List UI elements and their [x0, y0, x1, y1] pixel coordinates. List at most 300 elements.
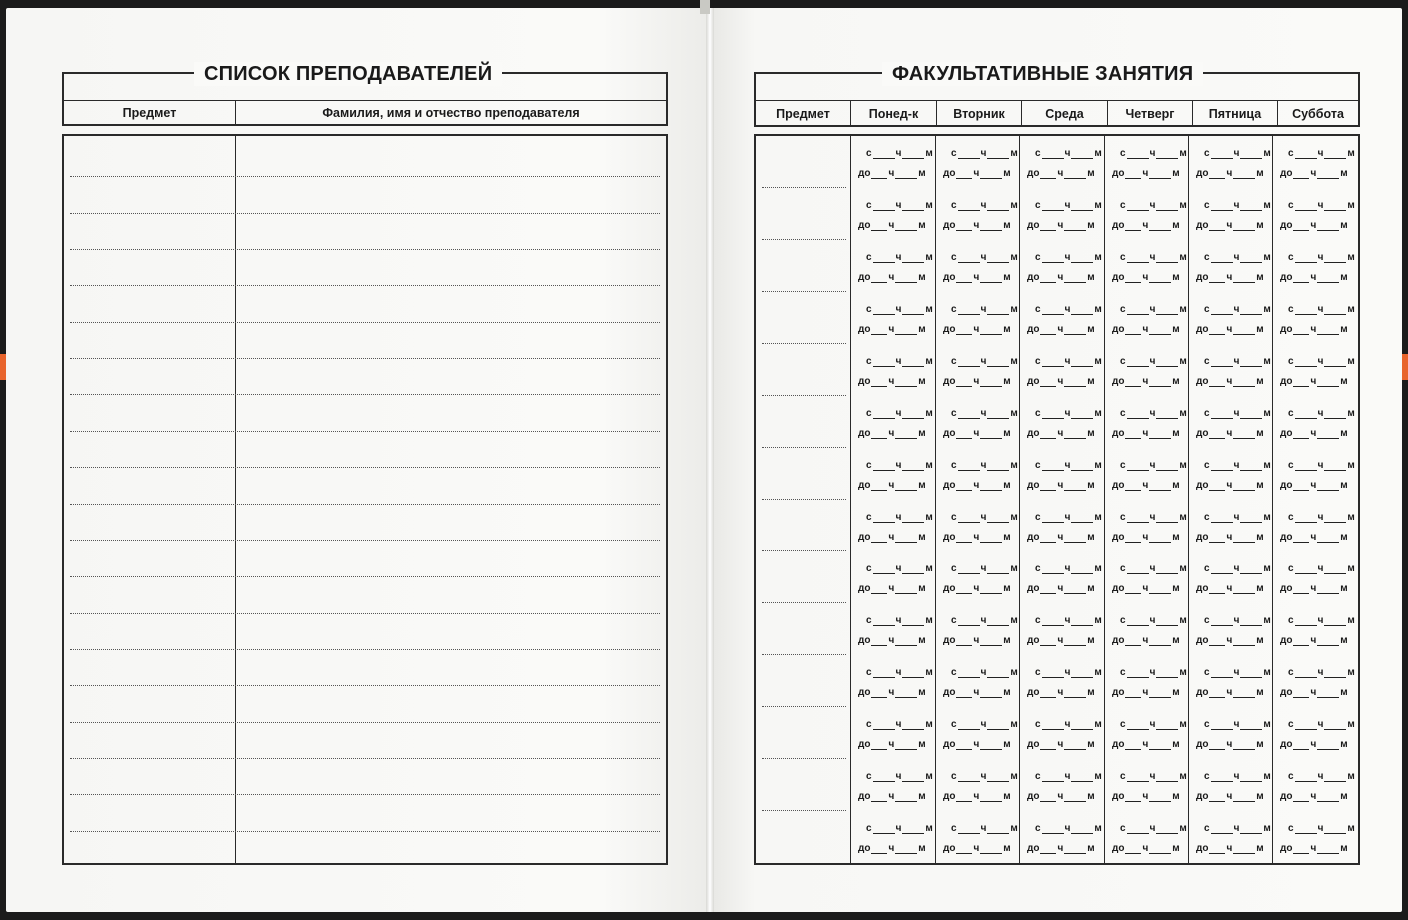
minutes-blank[interactable]	[987, 825, 1009, 834]
hours-blank[interactable]	[1040, 482, 1056, 491]
hours-blank[interactable]	[1295, 773, 1317, 782]
time-from-field[interactable]	[866, 718, 933, 730]
minutes-blank[interactable]	[1064, 274, 1086, 283]
hours-blank[interactable]	[1211, 721, 1233, 730]
hours-blank[interactable]	[871, 585, 887, 594]
time-from-field[interactable]	[1035, 666, 1102, 678]
minutes-blank[interactable]	[1064, 741, 1086, 750]
minutes-blank[interactable]	[1240, 514, 1262, 523]
hours-blank[interactable]	[958, 617, 980, 626]
minutes-blank[interactable]	[1324, 150, 1346, 159]
time-to-field[interactable]	[1196, 790, 1264, 802]
time-to-field[interactable]	[1112, 634, 1180, 646]
time-to-field[interactable]	[858, 842, 926, 854]
hours-blank[interactable]	[1042, 721, 1064, 730]
time-to-field[interactable]	[1027, 271, 1095, 283]
time-to-field[interactable]	[943, 531, 1011, 543]
writing-line[interactable]	[70, 213, 660, 214]
time-from-field[interactable]	[951, 822, 1018, 834]
hours-blank[interactable]	[1040, 274, 1056, 283]
hours-blank[interactable]	[1209, 845, 1225, 854]
time-to-field[interactable]	[943, 271, 1011, 283]
time-to-field[interactable]	[1280, 582, 1348, 594]
minutes-blank[interactable]	[1149, 274, 1171, 283]
minutes-blank[interactable]	[980, 170, 1002, 179]
minutes-blank[interactable]	[1233, 793, 1255, 802]
time-to-field[interactable]	[1280, 738, 1348, 750]
minutes-blank[interactable]	[1156, 410, 1178, 419]
hours-blank[interactable]	[1293, 534, 1309, 543]
minutes-blank[interactable]	[1317, 637, 1339, 646]
hours-blank[interactable]	[871, 170, 887, 179]
hours-blank[interactable]	[873, 358, 895, 367]
hours-blank[interactable]	[1293, 222, 1309, 231]
hours-blank[interactable]	[1211, 358, 1233, 367]
time-from-field[interactable]	[1035, 822, 1102, 834]
time-from-field[interactable]	[866, 770, 933, 782]
time-to-field[interactable]	[1196, 375, 1264, 387]
time-to-field[interactable]	[1280, 271, 1348, 283]
hours-blank[interactable]	[1042, 202, 1064, 211]
minutes-blank[interactable]	[987, 150, 1009, 159]
hours-blank[interactable]	[1127, 669, 1149, 678]
minutes-blank[interactable]	[1324, 410, 1346, 419]
hours-blank[interactable]	[873, 565, 895, 574]
hours-blank[interactable]	[1209, 378, 1225, 387]
minutes-blank[interactable]	[980, 482, 1002, 491]
time-from-field[interactable]	[1035, 251, 1102, 263]
hours-blank[interactable]	[1042, 825, 1064, 834]
hours-blank[interactable]	[1040, 585, 1056, 594]
hours-blank[interactable]	[1040, 637, 1056, 646]
minutes-blank[interactable]	[895, 482, 917, 491]
time-from-field[interactable]	[1288, 562, 1355, 574]
writing-line[interactable]	[70, 685, 660, 686]
time-from-field[interactable]	[951, 718, 1018, 730]
hours-blank[interactable]	[1293, 637, 1309, 646]
minutes-blank[interactable]	[1156, 721, 1178, 730]
writing-line[interactable]	[70, 467, 660, 468]
minutes-blank[interactable]	[902, 669, 924, 678]
writing-line[interactable]	[70, 613, 660, 614]
time-from-field[interactable]	[1120, 147, 1187, 159]
writing-line[interactable]	[70, 249, 660, 250]
writing-line[interactable]	[70, 394, 660, 395]
hours-blank[interactable]	[1211, 306, 1233, 315]
minutes-blank[interactable]	[1064, 585, 1086, 594]
minutes-blank[interactable]	[1317, 170, 1339, 179]
time-from-field[interactable]	[866, 407, 933, 419]
time-to-field[interactable]	[943, 167, 1011, 179]
hours-blank[interactable]	[956, 793, 972, 802]
time-to-field[interactable]	[1196, 582, 1264, 594]
time-to-field[interactable]	[858, 686, 926, 698]
hours-blank[interactable]	[1125, 378, 1141, 387]
time-from-field[interactable]	[951, 562, 1018, 574]
hours-blank[interactable]	[958, 565, 980, 574]
minutes-blank[interactable]	[1324, 669, 1346, 678]
hours-blank[interactable]	[873, 202, 895, 211]
minutes-blank[interactable]	[1317, 378, 1339, 387]
time-to-field[interactable]	[943, 219, 1011, 231]
hours-blank[interactable]	[1125, 845, 1141, 854]
writing-line[interactable]	[70, 285, 660, 286]
time-to-field[interactable]	[1112, 167, 1180, 179]
hours-blank[interactable]	[1295, 150, 1317, 159]
hours-blank[interactable]	[1040, 845, 1056, 854]
minutes-blank[interactable]	[895, 326, 917, 335]
minutes-blank[interactable]	[1317, 845, 1339, 854]
time-from-field[interactable]	[951, 303, 1018, 315]
minutes-blank[interactable]	[902, 721, 924, 730]
hours-blank[interactable]	[1209, 482, 1225, 491]
minutes-blank[interactable]	[1240, 669, 1262, 678]
hours-blank[interactable]	[1211, 462, 1233, 471]
minutes-blank[interactable]	[980, 793, 1002, 802]
hours-blank[interactable]	[1040, 170, 1056, 179]
hours-blank[interactable]	[1042, 306, 1064, 315]
time-from-field[interactable]	[1035, 770, 1102, 782]
hours-blank[interactable]	[1040, 793, 1056, 802]
time-from-field[interactable]	[1204, 147, 1271, 159]
minutes-blank[interactable]	[1317, 741, 1339, 750]
minutes-blank[interactable]	[1233, 378, 1255, 387]
hours-blank[interactable]	[1293, 482, 1309, 491]
minutes-blank[interactable]	[1149, 170, 1171, 179]
time-from-field[interactable]	[951, 355, 1018, 367]
hours-blank[interactable]	[956, 274, 972, 283]
time-from-field[interactable]	[1035, 718, 1102, 730]
subject-writing-line[interactable]	[762, 550, 846, 551]
time-from-field[interactable]	[1120, 355, 1187, 367]
hours-blank[interactable]	[1042, 565, 1064, 574]
subject-writing-line[interactable]	[762, 187, 846, 188]
hours-blank[interactable]	[1293, 274, 1309, 283]
minutes-blank[interactable]	[902, 358, 924, 367]
minutes-blank[interactable]	[1240, 306, 1262, 315]
time-from-field[interactable]	[1288, 459, 1355, 471]
minutes-blank[interactable]	[1240, 202, 1262, 211]
minutes-blank[interactable]	[1156, 773, 1178, 782]
time-from-field[interactable]	[951, 459, 1018, 471]
hours-blank[interactable]	[1042, 358, 1064, 367]
hours-blank[interactable]	[1209, 430, 1225, 439]
time-to-field[interactable]	[1196, 738, 1264, 750]
hours-blank[interactable]	[1042, 150, 1064, 159]
minutes-blank[interactable]	[1324, 306, 1346, 315]
time-to-field[interactable]	[1027, 427, 1095, 439]
time-to-field[interactable]	[1280, 219, 1348, 231]
hours-blank[interactable]	[1127, 306, 1149, 315]
minutes-blank[interactable]	[980, 637, 1002, 646]
hours-blank[interactable]	[1211, 669, 1233, 678]
time-from-field[interactable]	[1035, 407, 1102, 419]
hours-blank[interactable]	[958, 721, 980, 730]
hours-blank[interactable]	[1042, 410, 1064, 419]
time-to-field[interactable]	[943, 686, 1011, 698]
time-to-field[interactable]	[1112, 790, 1180, 802]
time-from-field[interactable]	[951, 251, 1018, 263]
minutes-blank[interactable]	[1233, 482, 1255, 491]
hours-blank[interactable]	[958, 358, 980, 367]
minutes-blank[interactable]	[895, 534, 917, 543]
time-to-field[interactable]	[1027, 634, 1095, 646]
minutes-blank[interactable]	[1324, 202, 1346, 211]
hours-blank[interactable]	[956, 689, 972, 698]
time-from-field[interactable]	[1288, 666, 1355, 678]
hours-blank[interactable]	[871, 689, 887, 698]
subject-writing-line[interactable]	[762, 602, 846, 603]
minutes-blank[interactable]	[902, 254, 924, 263]
minutes-blank[interactable]	[895, 741, 917, 750]
time-from-field[interactable]	[1204, 511, 1271, 523]
time-to-field[interactable]	[1027, 219, 1095, 231]
time-to-field[interactable]	[1112, 479, 1180, 491]
time-to-field[interactable]	[1196, 634, 1264, 646]
time-to-field[interactable]	[1280, 686, 1348, 698]
subject-writing-line[interactable]	[762, 291, 846, 292]
hours-blank[interactable]	[958, 825, 980, 834]
minutes-blank[interactable]	[987, 773, 1009, 782]
minutes-blank[interactable]	[1240, 617, 1262, 626]
minutes-blank[interactable]	[1071, 565, 1093, 574]
time-from-field[interactable]	[1035, 303, 1102, 315]
minutes-blank[interactable]	[987, 202, 1009, 211]
minutes-blank[interactable]	[895, 845, 917, 854]
hours-blank[interactable]	[1040, 326, 1056, 335]
minutes-blank[interactable]	[1071, 721, 1093, 730]
hours-blank[interactable]	[956, 170, 972, 179]
minutes-blank[interactable]	[1233, 222, 1255, 231]
minutes-blank[interactable]	[1324, 617, 1346, 626]
minutes-blank[interactable]	[1156, 358, 1178, 367]
time-from-field[interactable]	[1204, 614, 1271, 626]
time-to-field[interactable]	[1196, 323, 1264, 335]
hours-blank[interactable]	[871, 274, 887, 283]
time-from-field[interactable]	[1120, 562, 1187, 574]
minutes-blank[interactable]	[1240, 721, 1262, 730]
time-to-field[interactable]	[1196, 842, 1264, 854]
time-to-field[interactable]	[943, 634, 1011, 646]
time-to-field[interactable]	[858, 582, 926, 594]
time-from-field[interactable]	[1204, 303, 1271, 315]
minutes-blank[interactable]	[1071, 617, 1093, 626]
hours-blank[interactable]	[871, 222, 887, 231]
time-to-field[interactable]	[858, 634, 926, 646]
minutes-blank[interactable]	[1071, 358, 1093, 367]
hours-blank[interactable]	[1127, 565, 1149, 574]
time-to-field[interactable]	[1280, 790, 1348, 802]
time-to-field[interactable]	[1196, 167, 1264, 179]
minutes-blank[interactable]	[1240, 773, 1262, 782]
hours-blank[interactable]	[873, 773, 895, 782]
time-from-field[interactable]	[1120, 666, 1187, 678]
hours-blank[interactable]	[1295, 825, 1317, 834]
writing-line[interactable]	[70, 504, 660, 505]
hours-blank[interactable]	[1127, 254, 1149, 263]
writing-line[interactable]	[70, 431, 660, 432]
hours-blank[interactable]	[871, 378, 887, 387]
time-from-field[interactable]	[1120, 199, 1187, 211]
minutes-blank[interactable]	[902, 825, 924, 834]
time-from-field[interactable]	[1204, 355, 1271, 367]
hours-blank[interactable]	[1295, 669, 1317, 678]
time-from-field[interactable]	[1035, 511, 1102, 523]
time-from-field[interactable]	[866, 303, 933, 315]
hours-blank[interactable]	[1125, 689, 1141, 698]
hours-blank[interactable]	[1125, 222, 1141, 231]
hours-blank[interactable]	[1293, 793, 1309, 802]
hours-blank[interactable]	[956, 482, 972, 491]
minutes-blank[interactable]	[895, 274, 917, 283]
writing-line[interactable]	[70, 649, 660, 650]
minutes-blank[interactable]	[1233, 689, 1255, 698]
hours-blank[interactable]	[1040, 378, 1056, 387]
time-to-field[interactable]	[1027, 375, 1095, 387]
minutes-blank[interactable]	[902, 773, 924, 782]
time-from-field[interactable]	[1204, 251, 1271, 263]
time-to-field[interactable]	[943, 375, 1011, 387]
minutes-blank[interactable]	[1064, 482, 1086, 491]
time-to-field[interactable]	[943, 427, 1011, 439]
hours-blank[interactable]	[1211, 150, 1233, 159]
time-to-field[interactable]	[1196, 427, 1264, 439]
hours-blank[interactable]	[1042, 514, 1064, 523]
hours-blank[interactable]	[1125, 637, 1141, 646]
hours-blank[interactable]	[1125, 430, 1141, 439]
minutes-blank[interactable]	[1324, 514, 1346, 523]
hours-blank[interactable]	[1211, 565, 1233, 574]
time-to-field[interactable]	[858, 219, 926, 231]
time-to-field[interactable]	[1112, 842, 1180, 854]
minutes-blank[interactable]	[1240, 825, 1262, 834]
hours-blank[interactable]	[1125, 274, 1141, 283]
minutes-blank[interactable]	[987, 617, 1009, 626]
time-to-field[interactable]	[1112, 738, 1180, 750]
minutes-blank[interactable]	[987, 565, 1009, 574]
time-from-field[interactable]	[951, 770, 1018, 782]
minutes-blank[interactable]	[1233, 170, 1255, 179]
time-to-field[interactable]	[858, 738, 926, 750]
minutes-blank[interactable]	[1240, 565, 1262, 574]
time-from-field[interactable]	[1288, 718, 1355, 730]
time-from-field[interactable]	[1204, 199, 1271, 211]
time-to-field[interactable]	[1280, 842, 1348, 854]
minutes-blank[interactable]	[1149, 534, 1171, 543]
minutes-blank[interactable]	[1064, 222, 1086, 231]
time-to-field[interactable]	[858, 790, 926, 802]
minutes-blank[interactable]	[1071, 514, 1093, 523]
hours-blank[interactable]	[873, 254, 895, 263]
minutes-blank[interactable]	[1156, 254, 1178, 263]
hours-blank[interactable]	[1209, 170, 1225, 179]
hours-blank[interactable]	[958, 202, 980, 211]
hours-blank[interactable]	[1040, 689, 1056, 698]
time-from-field[interactable]	[1204, 822, 1271, 834]
hours-blank[interactable]	[871, 845, 887, 854]
time-to-field[interactable]	[1280, 375, 1348, 387]
time-from-field[interactable]	[1120, 251, 1187, 263]
minutes-blank[interactable]	[1324, 358, 1346, 367]
time-to-field[interactable]	[1112, 531, 1180, 543]
hours-blank[interactable]	[871, 534, 887, 543]
minutes-blank[interactable]	[1317, 534, 1339, 543]
hours-blank[interactable]	[1040, 534, 1056, 543]
hours-blank[interactable]	[1209, 534, 1225, 543]
time-from-field[interactable]	[1035, 147, 1102, 159]
hours-blank[interactable]	[873, 617, 895, 626]
minutes-blank[interactable]	[895, 637, 917, 646]
hours-blank[interactable]	[1211, 254, 1233, 263]
minutes-blank[interactable]	[902, 514, 924, 523]
minutes-blank[interactable]	[1071, 150, 1093, 159]
minutes-blank[interactable]	[1149, 741, 1171, 750]
minutes-blank[interactable]	[980, 741, 1002, 750]
time-to-field[interactable]	[1112, 271, 1180, 283]
hours-blank[interactable]	[1042, 773, 1064, 782]
hours-blank[interactable]	[873, 721, 895, 730]
hours-blank[interactable]	[1042, 254, 1064, 263]
minutes-blank[interactable]	[1064, 326, 1086, 335]
time-from-field[interactable]	[1204, 407, 1271, 419]
time-to-field[interactable]	[1280, 531, 1348, 543]
time-from-field[interactable]	[1288, 822, 1355, 834]
minutes-blank[interactable]	[1149, 689, 1171, 698]
time-from-field[interactable]	[1120, 459, 1187, 471]
minutes-blank[interactable]	[1317, 222, 1339, 231]
hours-blank[interactable]	[1209, 741, 1225, 750]
hours-blank[interactable]	[1042, 617, 1064, 626]
minutes-blank[interactable]	[980, 274, 1002, 283]
hours-blank[interactable]	[1293, 378, 1309, 387]
hours-blank[interactable]	[958, 773, 980, 782]
time-to-field[interactable]	[1112, 582, 1180, 594]
time-to-field[interactable]	[1196, 479, 1264, 491]
minutes-blank[interactable]	[1317, 689, 1339, 698]
time-from-field[interactable]	[866, 511, 933, 523]
minutes-blank[interactable]	[1317, 326, 1339, 335]
minutes-blank[interactable]	[980, 430, 1002, 439]
hours-blank[interactable]	[1295, 514, 1317, 523]
minutes-blank[interactable]	[1149, 326, 1171, 335]
time-from-field[interactable]	[951, 666, 1018, 678]
time-to-field[interactable]	[1112, 375, 1180, 387]
hours-blank[interactable]	[1295, 254, 1317, 263]
minutes-blank[interactable]	[987, 410, 1009, 419]
minutes-blank[interactable]	[1071, 669, 1093, 678]
minutes-blank[interactable]	[902, 617, 924, 626]
minutes-blank[interactable]	[1071, 462, 1093, 471]
time-from-field[interactable]	[866, 459, 933, 471]
hours-blank[interactable]	[1295, 617, 1317, 626]
time-from-field[interactable]	[1120, 303, 1187, 315]
hours-blank[interactable]	[1211, 773, 1233, 782]
time-from-field[interactable]	[1120, 770, 1187, 782]
minutes-blank[interactable]	[1324, 254, 1346, 263]
minutes-blank[interactable]	[1233, 326, 1255, 335]
minutes-blank[interactable]	[980, 845, 1002, 854]
time-from-field[interactable]	[951, 511, 1018, 523]
writing-line[interactable]	[70, 794, 660, 795]
minutes-blank[interactable]	[987, 721, 1009, 730]
hours-blank[interactable]	[1293, 170, 1309, 179]
hours-blank[interactable]	[1125, 170, 1141, 179]
hours-blank[interactable]	[956, 741, 972, 750]
minutes-blank[interactable]	[1156, 306, 1178, 315]
time-to-field[interactable]	[1280, 323, 1348, 335]
hours-blank[interactable]	[873, 669, 895, 678]
time-from-field[interactable]	[866, 199, 933, 211]
